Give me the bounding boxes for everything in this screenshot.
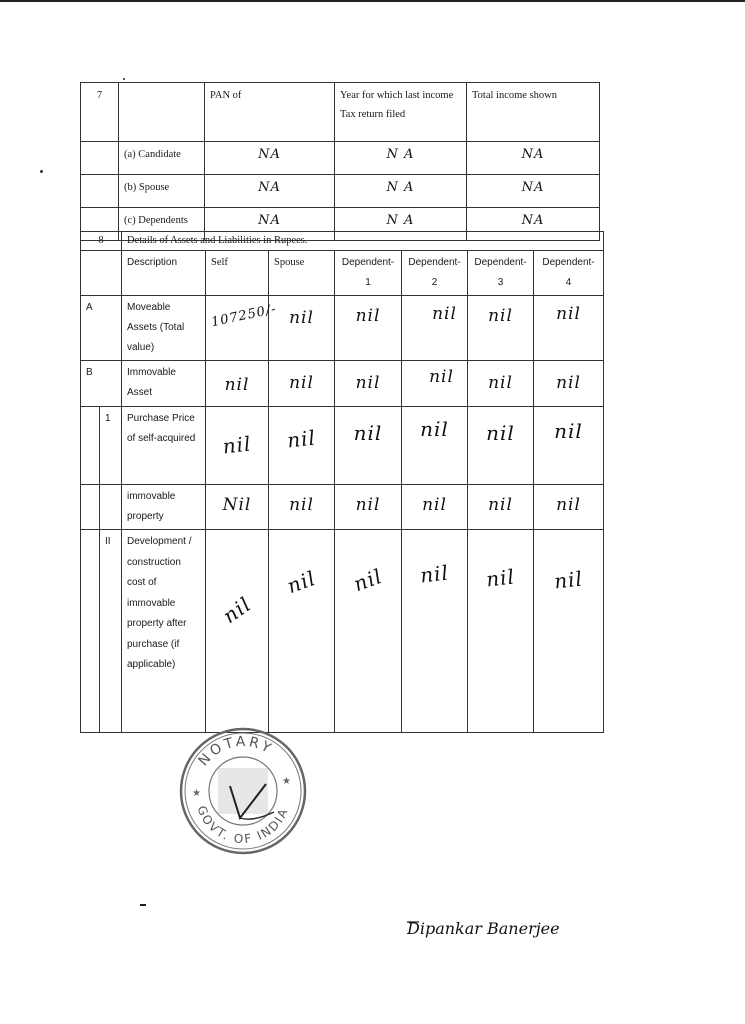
handwritten-value: NA	[258, 213, 281, 228]
value-cell	[534, 407, 604, 485]
income-tax-header-row	[81, 83, 600, 142]
dependent-label: Dependent-	[341, 257, 395, 268]
value-cell	[269, 296, 335, 361]
row-description: Immovable Asset	[122, 361, 206, 407]
handwritten-value: nil	[355, 373, 381, 393]
svg-text:NOTARY: NOTARY	[195, 733, 276, 770]
handwritten-value: nil	[224, 375, 250, 395]
handwritten-value: NA	[521, 213, 545, 228]
svg-text:★: ★	[192, 788, 201, 799]
pan-value-cell	[205, 142, 335, 175]
spouse-header: Spouse	[269, 251, 335, 296]
value-cell	[269, 361, 335, 407]
handwritten-value: nil	[285, 425, 318, 453]
handwritten-value: nil	[422, 495, 447, 515]
scan-speck	[123, 78, 125, 80]
year-header: Year for which last income Tax return filed	[335, 83, 467, 142]
value-cell	[468, 407, 534, 485]
handwritten-value: NA	[521, 180, 545, 195]
value-cell	[335, 296, 402, 361]
handwritten-value: nil	[556, 495, 581, 515]
dependent-label: Dependent-	[474, 257, 527, 268]
value-cell	[335, 485, 402, 530]
handwritten-value: nil	[283, 565, 320, 599]
income-tax-table	[80, 82, 600, 241]
notary-stamp	[178, 726, 308, 856]
dependent-2-header	[402, 251, 468, 296]
value-cell	[269, 407, 335, 485]
description-header: Description	[122, 251, 206, 296]
dependent-label: Dependent-	[408, 257, 461, 268]
handwritten-value: NA	[258, 147, 281, 162]
income-value-cell	[467, 142, 600, 175]
dependent-number: 3	[497, 277, 504, 288]
row-subnumber: 1	[100, 407, 122, 485]
row-code: A	[81, 296, 122, 361]
table-row	[81, 530, 604, 733]
self-header: Self	[206, 251, 269, 296]
handwritten-value: nil	[355, 495, 381, 515]
scan-speck	[40, 170, 43, 173]
section-number: 8	[81, 232, 122, 251]
dependent-1-header	[335, 251, 402, 296]
income-header: Total income shown	[467, 83, 600, 142]
row-description: immovable property	[122, 485, 206, 530]
dependent-number: 1	[365, 277, 371, 288]
value-cell	[206, 530, 269, 733]
row-code: B	[81, 361, 122, 407]
handwritten-value: nil	[221, 431, 253, 459]
value-cell	[402, 361, 468, 407]
value-cell	[206, 485, 269, 530]
blank-cell	[81, 407, 100, 485]
table-row	[81, 407, 604, 485]
handwritten-value: N A	[386, 147, 415, 162]
table-row	[81, 361, 604, 407]
handwritten-value: nil	[486, 421, 515, 445]
value-cell	[269, 485, 335, 530]
value-cell	[468, 296, 534, 361]
value-cell	[402, 296, 468, 361]
handwritten-value: nil	[353, 421, 383, 445]
handwritten-value: nil	[552, 566, 585, 594]
svg-text:GOVT. OF INDIA: GOVT. OF INDIA	[194, 803, 292, 847]
handwritten-value: nil	[289, 308, 314, 328]
value-cell	[402, 407, 468, 485]
handwritten-value: nil	[289, 495, 314, 515]
value-cell	[335, 407, 402, 485]
value-cell	[534, 485, 604, 530]
value-cell	[468, 361, 534, 407]
scan-top-edge	[0, 0, 745, 2]
handwritten-value: nil	[418, 560, 451, 588]
handwritten-value: 107250/-	[209, 301, 278, 331]
value-cell	[468, 530, 534, 733]
handwritten-value: NA	[521, 147, 545, 162]
value-cell	[206, 296, 278, 361]
dependent-3-header	[468, 251, 534, 296]
handwritten-value: nil	[556, 373, 581, 393]
row-label: (a) Candidate	[119, 142, 205, 175]
value-cell	[335, 530, 402, 733]
table-row	[81, 296, 604, 361]
value-cell	[534, 296, 604, 361]
section-title: Details of Assets and Liabilities in Rupees.	[122, 232, 604, 251]
dependent-number: 4	[565, 277, 572, 288]
row-description: Moveable Assets (Total value)	[122, 296, 206, 361]
handwritten-value: N A	[386, 180, 415, 195]
blank-cell	[81, 485, 100, 530]
value-cell	[534, 530, 604, 733]
value-cell	[402, 485, 468, 530]
handwritten-value: nil	[432, 304, 457, 324]
section-number: 7	[81, 83, 119, 142]
handwritten-value: nil	[289, 373, 314, 393]
handwritten-value: nil	[554, 419, 583, 443]
table-row	[81, 485, 604, 530]
value-cell	[468, 485, 534, 530]
year-value-cell	[335, 142, 467, 175]
value-cell	[206, 407, 269, 485]
handwritten-value: nil	[488, 306, 513, 326]
handwritten-value: N A	[386, 213, 415, 228]
row-description: Purchase Price of self-acquired	[122, 407, 206, 485]
handwritten-value: nil	[218, 591, 256, 629]
dependent-label: Dependent-	[542, 257, 595, 268]
handwritten-value: nil	[488, 495, 513, 515]
row-subnumber	[100, 485, 122, 530]
handwritten-value: nil	[429, 367, 454, 387]
blank-header-cell	[81, 251, 122, 296]
table-row	[81, 142, 600, 175]
dependent-4-header	[534, 251, 604, 296]
income-value-cell	[467, 175, 600, 208]
column-header-row	[81, 251, 604, 296]
table-row	[81, 175, 600, 208]
pan-header: PAN of	[205, 83, 335, 142]
handwritten-value: nil	[350, 563, 386, 597]
row-subnumber: II	[100, 530, 122, 733]
svg-text:Dipankar Banerjee: Dipankar Banerjee	[407, 919, 560, 938]
blank-cell	[81, 175, 119, 208]
handwritten-value: NA	[258, 180, 281, 195]
signature	[405, 910, 635, 950]
section-title-row	[81, 232, 604, 251]
value-cell	[534, 361, 604, 407]
handwritten-value: Nil	[222, 495, 252, 515]
row-label: (b) Spouse	[119, 175, 205, 208]
dependent-number: 2	[431, 277, 438, 288]
row-description: Development / construction cost of immovable property after purchase (if applicable)	[122, 530, 206, 733]
value-cell	[335, 361, 402, 407]
handwritten-value: nil	[488, 373, 513, 393]
scan-mark	[140, 904, 146, 906]
blank-cell	[81, 530, 100, 733]
handwritten-value: nil	[484, 564, 517, 592]
handwritten-value: nil	[420, 417, 449, 441]
row-label: (c) Dependents	[119, 208, 205, 241]
value-cell	[269, 530, 335, 733]
blank-header-cell	[119, 83, 205, 142]
pan-value-cell	[205, 175, 335, 208]
assets-liabilities-table	[80, 231, 604, 733]
value-cell	[206, 361, 269, 407]
blank-cell	[81, 142, 119, 175]
svg-text:★: ★	[282, 776, 291, 787]
value-cell	[402, 530, 468, 733]
handwritten-value: nil	[556, 304, 581, 324]
year-value-cell	[335, 175, 467, 208]
handwritten-value: nil	[355, 306, 381, 326]
